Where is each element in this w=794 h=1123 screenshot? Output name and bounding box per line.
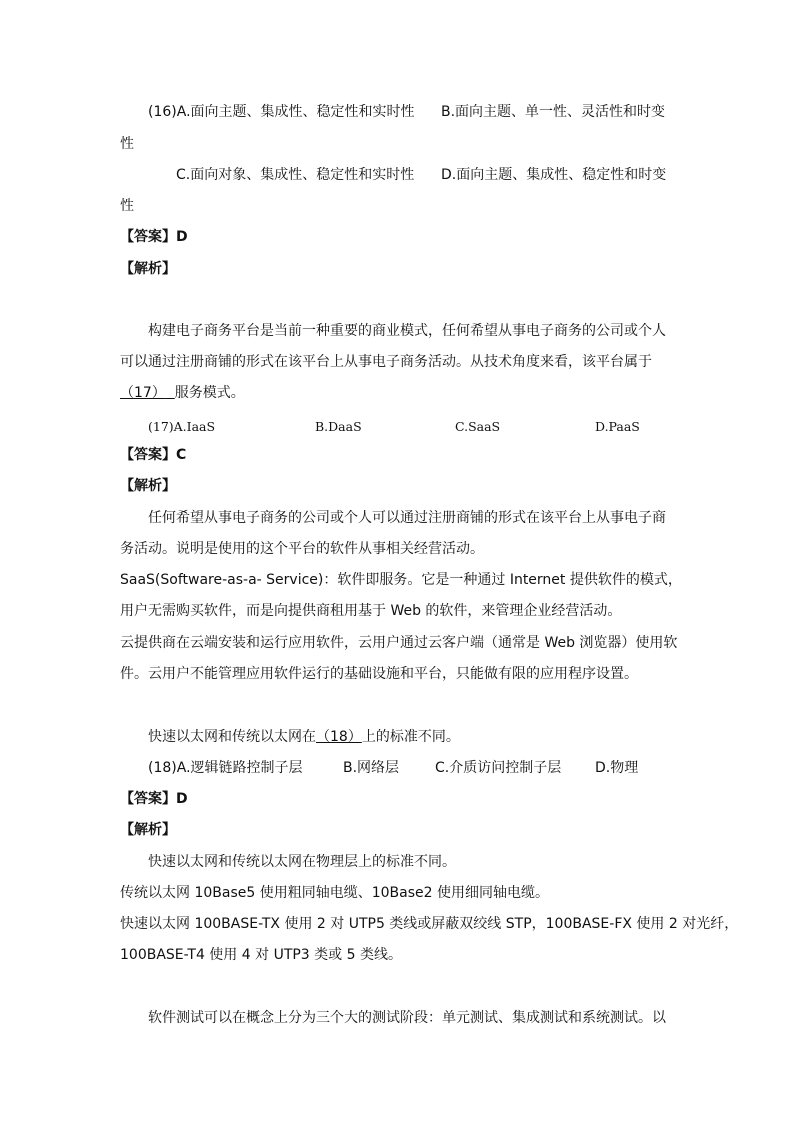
q18-stem-post: 上的标准不同。 bbox=[361, 729, 460, 745]
q16-option-d-tail: 性 bbox=[120, 198, 134, 214]
q17-option-d: D.PaaS bbox=[595, 419, 640, 434]
q18-option-c: C.介质访问控制子层 bbox=[435, 760, 562, 776]
q18-answer bbox=[120, 789, 188, 809]
answer-label: 【答案】 bbox=[120, 791, 176, 807]
q16-option-c: C.面向对象、集成性、稳定性和实时性 bbox=[176, 167, 415, 183]
q18-analysis-label: 【解析】 bbox=[120, 822, 176, 838]
next-question-line: 软件测试可以在概念上分为三个大的测试阶段：单元测试、集成测试和系统测试。以 bbox=[148, 1010, 666, 1026]
q17-stem-line2: 可以通过注册商铺的形式在该平台上从事电子商务活动。从技术角度来看，该平台属于 bbox=[120, 354, 652, 370]
q17-option-b: B.DaaS bbox=[315, 419, 362, 434]
q17-stem-line1: 构建电子商务平台是当前一种重要的商业模式，任何希望从事电子商务的公司或个人 bbox=[148, 323, 666, 339]
q17-blank: （17） bbox=[120, 385, 166, 401]
q18-option-a: (18)A.逻辑链路控制子层 bbox=[148, 760, 303, 776]
q18-analysis-line: 快速以太网 100BASE-TX 使用 2 对 UTP5 类线或屏蔽双绞线 STP，100BASE-FX 使用 2 对光纤， bbox=[120, 916, 739, 932]
q18-option-b: B.网络层 bbox=[343, 760, 400, 776]
q16-option-b-tail: 性 bbox=[120, 136, 134, 152]
q16-option-b: B.面向主题、单一性、灵活性和时变 bbox=[441, 104, 666, 120]
q17-analysis-line: 云提供商在云端安装和运行应用软件，云用户通过云客户端（通常是 Web 浏览器）使用软 bbox=[120, 635, 678, 651]
q17-option-a: (17)A.IaaS bbox=[148, 419, 216, 434]
q17-analysis-line: 务活动。说明是使用的这个平台的软件从事相关经营活动。 bbox=[120, 541, 484, 557]
q18-analysis-line: 100BASE-T4 使用 4 对 UTP3 类或 5 类线。 bbox=[120, 947, 402, 963]
q16-analysis-label: 【解析】 bbox=[120, 261, 176, 277]
q17-analysis-line: 任何希望从事电子商务的公司或个人可以通过注册商铺的形式在该平台上从事电子商 bbox=[148, 510, 666, 526]
q17-analysis-line: 件。云用户不能管理应用软件运行的基础设施和平台，只能做有限的应用程序设置。 bbox=[120, 666, 638, 682]
q18-analysis-line: 快速以太网和传统以太网在物理层上的标准不同。 bbox=[148, 854, 456, 870]
q16-answer bbox=[120, 227, 188, 247]
q17-analysis-label: 【解析】 bbox=[120, 478, 176, 494]
q18-stem bbox=[148, 727, 460, 747]
q18-blank: （18） bbox=[316, 729, 362, 745]
q16-option-d: D.面向主题、集成性、稳定性和时变 bbox=[441, 167, 667, 183]
answer-label: 【答案】 bbox=[120, 229, 176, 245]
q17-analysis-line: 用户无需购买软件，而是向提供商租用基于 Web 的软件，来管理企业经营活动。 bbox=[120, 603, 622, 619]
q17-stem-line3 bbox=[120, 383, 245, 403]
answer-value: C bbox=[176, 447, 187, 463]
answer-value: D bbox=[176, 229, 188, 245]
answer-value: D bbox=[176, 791, 188, 807]
q18-analysis-line: 传统以太网 10Base5 使用粗同轴电缆、10Base2 使用细同轴电缆。 bbox=[120, 885, 549, 901]
q17-answer bbox=[120, 445, 186, 465]
q16-option-a: (16)A.面向主题、集成性、稳定性和实时性 bbox=[148, 104, 415, 120]
q18-stem-pre: 快速以太网和传统以太网在 bbox=[148, 729, 316, 745]
q17-analysis-line: SaaS(Software-as-a- Service)：软件即服务。它是一种通过 Internet 提供软件的模式， bbox=[120, 572, 682, 588]
q17-stem-tail: 服务模式。 bbox=[174, 385, 245, 401]
q18-option-d: D.物理 bbox=[595, 760, 639, 776]
q17-option-c: C.SaaS bbox=[455, 419, 501, 434]
answer-label: 【答案】 bbox=[120, 447, 176, 463]
